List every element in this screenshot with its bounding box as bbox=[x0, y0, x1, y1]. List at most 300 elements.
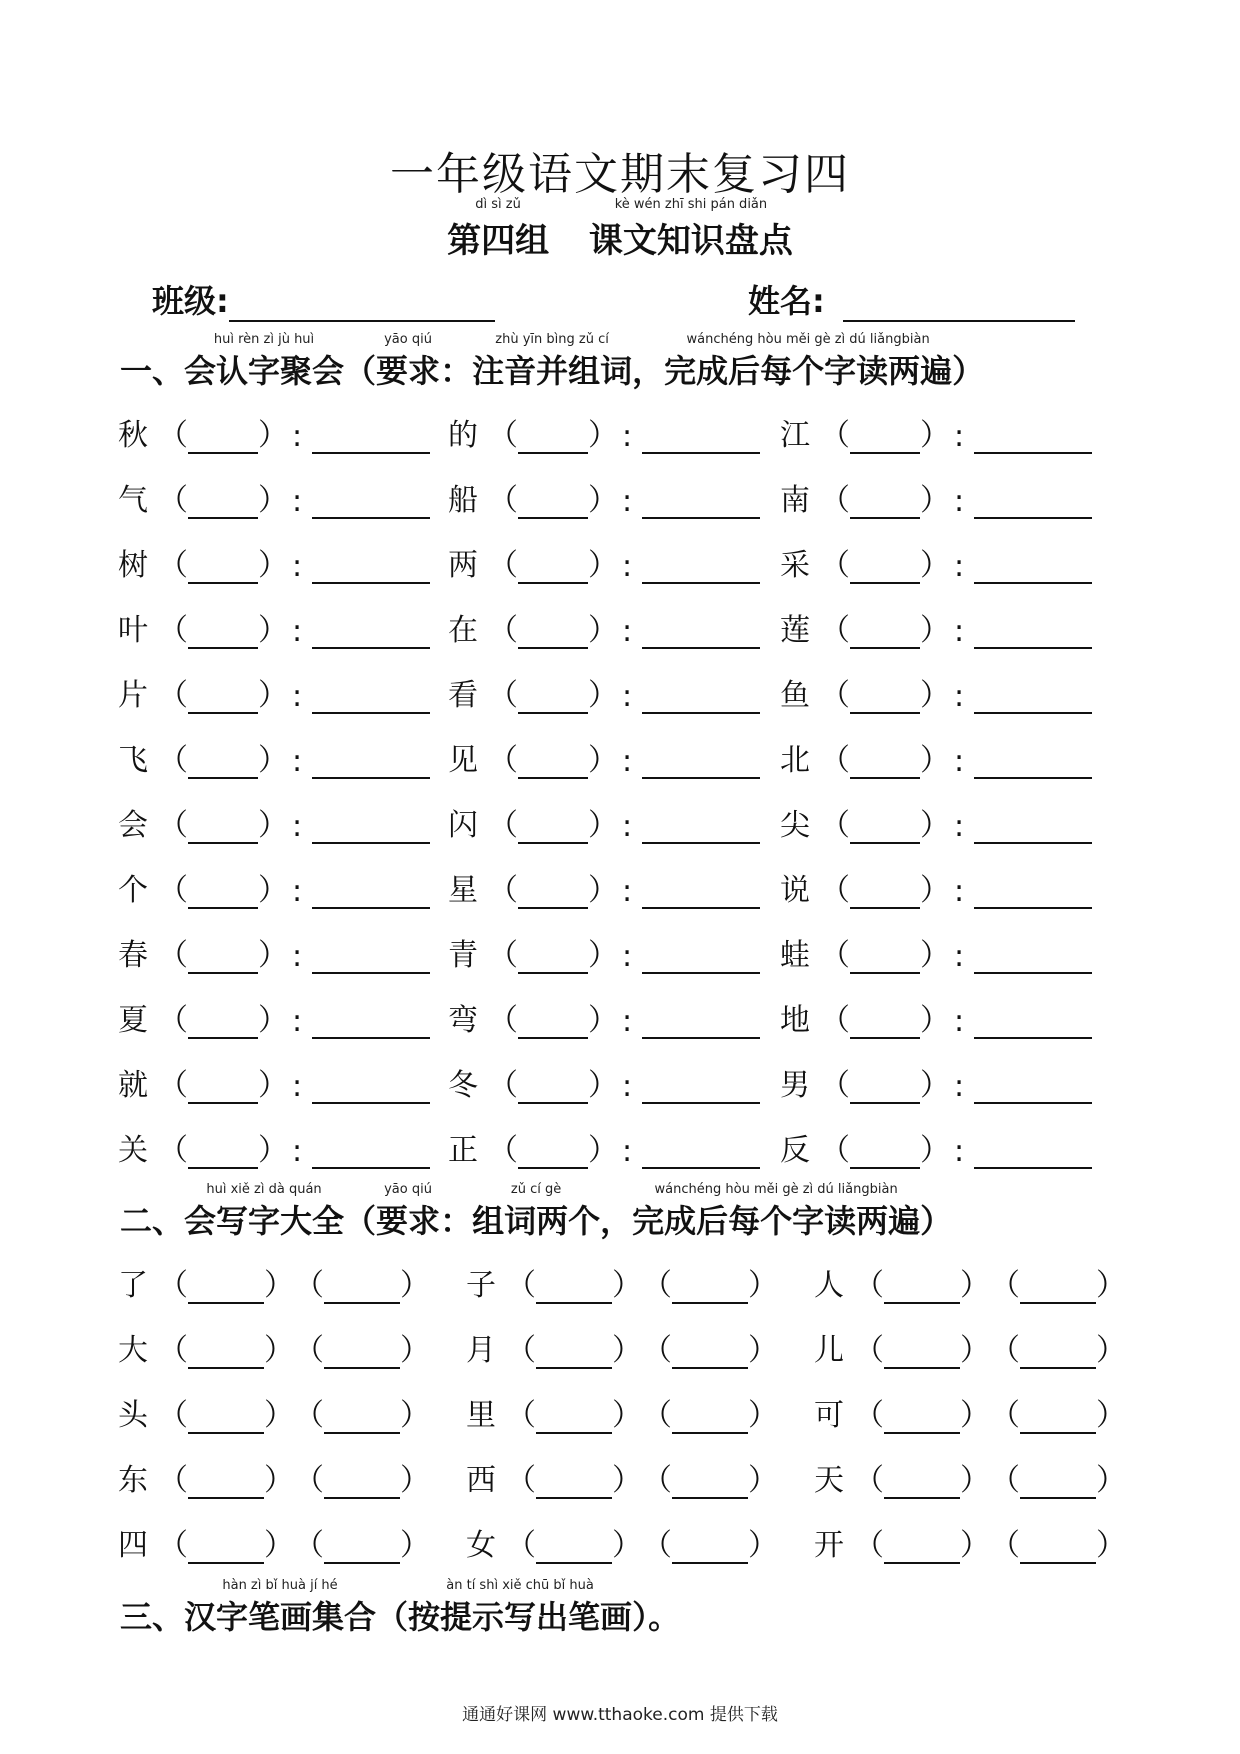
word-blank[interactable] bbox=[312, 483, 430, 519]
word-blank[interactable] bbox=[974, 1068, 1092, 1104]
word-blank[interactable] bbox=[324, 1528, 400, 1564]
pinyin-annotation: zhù yīn bìng zǔ cí bbox=[495, 332, 609, 347]
word-blank[interactable] bbox=[672, 1398, 748, 1434]
colon: : bbox=[622, 614, 633, 649]
section-2-row bbox=[0, 1451, 1240, 1517]
character: 飞 bbox=[118, 743, 148, 778]
section2-title-segment bbox=[440, 1196, 472, 1242]
word-blank[interactable] bbox=[642, 418, 760, 454]
open-paren: （ bbox=[158, 678, 188, 713]
word-blank[interactable] bbox=[312, 938, 430, 974]
colon: : bbox=[622, 1004, 633, 1039]
colon: : bbox=[954, 744, 965, 779]
word-blank[interactable] bbox=[974, 873, 1092, 909]
pinyin-blank[interactable] bbox=[518, 613, 588, 649]
section-1-item bbox=[448, 796, 760, 844]
pinyin-blank[interactable] bbox=[850, 808, 920, 844]
open-paren: （ bbox=[820, 678, 850, 713]
subtitle-text-1: 第四组 bbox=[447, 221, 550, 261]
character: 蛙 bbox=[780, 938, 810, 973]
section-1-item bbox=[448, 1121, 760, 1169]
class-label: 班级: bbox=[152, 282, 229, 320]
title-text: ， bbox=[632, 352, 665, 390]
word-blank[interactable] bbox=[312, 873, 430, 909]
colon: : bbox=[622, 484, 633, 519]
word-blank[interactable] bbox=[974, 1133, 1092, 1169]
open-paren: （ bbox=[820, 938, 850, 973]
section-1-row bbox=[0, 796, 1240, 862]
open-paren: （ bbox=[488, 808, 518, 843]
open-paren: （ bbox=[488, 678, 518, 713]
word-blank[interactable] bbox=[324, 1268, 400, 1304]
open-paren: （ bbox=[854, 1463, 884, 1498]
pinyin-blank[interactable] bbox=[850, 743, 920, 779]
colon: : bbox=[292, 744, 303, 779]
character: 春 bbox=[118, 938, 148, 973]
word-blank[interactable] bbox=[536, 1528, 612, 1564]
open-paren: （ bbox=[158, 1068, 188, 1103]
section-2-item bbox=[466, 1451, 778, 1499]
pinyin-annotation: huì xiě zì dà quán bbox=[206, 1182, 322, 1197]
character: 片 bbox=[118, 678, 148, 713]
pinyin-blank[interactable] bbox=[188, 678, 258, 714]
character: 地 bbox=[780, 1003, 810, 1038]
open-paren: （ bbox=[488, 873, 518, 908]
word-blank[interactable] bbox=[324, 1333, 400, 1369]
close-paren: ） bbox=[588, 1068, 618, 1103]
section-1-row bbox=[0, 926, 1240, 992]
section-2-row bbox=[0, 1516, 1240, 1582]
character: 会 bbox=[118, 808, 148, 843]
open-paren: （ bbox=[854, 1333, 884, 1368]
word-blank[interactable] bbox=[1020, 1463, 1096, 1499]
pinyin-blank[interactable] bbox=[188, 938, 258, 974]
word-blank[interactable] bbox=[974, 548, 1092, 584]
pinyin-blank[interactable] bbox=[518, 483, 588, 519]
open-paren: （ bbox=[158, 613, 188, 648]
character: 弯 bbox=[448, 1003, 478, 1038]
section-1-item bbox=[118, 796, 430, 844]
pinyin-blank[interactable] bbox=[850, 613, 920, 649]
pinyin-blank[interactable] bbox=[850, 483, 920, 519]
pinyin-blank[interactable] bbox=[518, 808, 588, 844]
character: 可 bbox=[814, 1398, 844, 1433]
colon: : bbox=[292, 484, 303, 519]
pinyin-blank[interactable] bbox=[850, 418, 920, 454]
pinyin-blank[interactable] bbox=[518, 678, 588, 714]
colon: : bbox=[622, 1134, 633, 1169]
close-paren: ） bbox=[264, 1398, 294, 1433]
pinyin-blank[interactable] bbox=[850, 548, 920, 584]
close-paren: ） bbox=[748, 1463, 778, 1498]
colon: : bbox=[954, 679, 965, 714]
word-blank[interactable] bbox=[642, 873, 760, 909]
close-paren: ） bbox=[258, 938, 288, 973]
colon: : bbox=[622, 1069, 633, 1104]
close-paren: ） bbox=[588, 678, 618, 713]
open-paren: （ bbox=[506, 1463, 536, 1498]
word-blank[interactable] bbox=[642, 678, 760, 714]
character: 四 bbox=[118, 1528, 148, 1563]
open-paren: （ bbox=[488, 1133, 518, 1168]
word-blank[interactable] bbox=[642, 743, 760, 779]
pinyin-blank[interactable] bbox=[518, 1133, 588, 1169]
word-blank[interactable] bbox=[974, 1003, 1092, 1039]
open-paren: （ bbox=[158, 873, 188, 908]
section-1-row bbox=[0, 731, 1240, 797]
section2-title-segment bbox=[472, 1182, 601, 1242]
title-text: （ bbox=[344, 352, 377, 390]
word-blank[interactable] bbox=[642, 1068, 760, 1104]
word-blank[interactable] bbox=[974, 938, 1092, 974]
character: 东 bbox=[118, 1463, 148, 1498]
section-1-item bbox=[118, 666, 430, 714]
section-1-item bbox=[448, 731, 760, 779]
section-1-item bbox=[780, 926, 1092, 974]
word-blank[interactable] bbox=[188, 1398, 264, 1434]
section3-title-segment bbox=[120, 1592, 184, 1638]
pinyin-blank[interactable] bbox=[188, 483, 258, 519]
open-paren: （ bbox=[158, 1463, 188, 1498]
colon: : bbox=[954, 549, 965, 584]
open-paren: （ bbox=[158, 548, 188, 583]
word-blank[interactable] bbox=[536, 1333, 612, 1369]
open-paren: （ bbox=[820, 418, 850, 453]
character: 头 bbox=[118, 1398, 148, 1433]
close-paren: ） bbox=[588, 743, 618, 778]
word-blank[interactable] bbox=[312, 418, 430, 454]
section-2-row bbox=[0, 1386, 1240, 1452]
title-text: 完成后每个字读两遍 bbox=[632, 1202, 921, 1240]
open-paren: （ bbox=[158, 938, 188, 973]
character: 青 bbox=[448, 938, 478, 973]
section-1-item bbox=[118, 601, 430, 649]
close-paren: ） bbox=[1096, 1333, 1126, 1368]
section-1-item bbox=[448, 601, 760, 649]
close-paren: ） bbox=[920, 483, 950, 518]
pinyin-blank[interactable] bbox=[188, 743, 258, 779]
open-paren: （ bbox=[990, 1268, 1020, 1303]
open-paren: （ bbox=[820, 1003, 850, 1038]
word-blank[interactable] bbox=[536, 1463, 612, 1499]
pinyin-annotation: wánchéng hòu měi gè zì dú liǎngbiàn bbox=[686, 332, 930, 347]
title-text: 完成后每个字读两遍 bbox=[664, 352, 953, 390]
word-blank[interactable] bbox=[884, 1398, 960, 1434]
section-1-row bbox=[0, 471, 1240, 537]
word-blank[interactable] bbox=[312, 548, 430, 584]
word-blank[interactable] bbox=[1020, 1528, 1096, 1564]
open-paren: （ bbox=[158, 1003, 188, 1038]
word-blank[interactable] bbox=[974, 613, 1092, 649]
pinyin-blank[interactable] bbox=[188, 1068, 258, 1104]
section2-title-segment bbox=[120, 1196, 184, 1242]
word-blank[interactable] bbox=[324, 1398, 400, 1434]
pinyin-blank[interactable] bbox=[188, 808, 258, 844]
class-blank[interactable] bbox=[229, 286, 495, 322]
open-paren: （ bbox=[642, 1528, 672, 1563]
character: 人 bbox=[814, 1268, 844, 1303]
pinyin-blank[interactable] bbox=[188, 873, 258, 909]
word-blank[interactable] bbox=[312, 808, 430, 844]
close-paren: ） bbox=[588, 548, 618, 583]
title-text: ） bbox=[920, 1202, 953, 1240]
word-blank[interactable] bbox=[536, 1398, 612, 1434]
subtitle-pinyin-2: kè wén zhī shi pán diǎn bbox=[614, 197, 768, 212]
colon: : bbox=[292, 1134, 303, 1169]
section-1-row bbox=[0, 536, 1240, 602]
character: 星 bbox=[448, 873, 478, 908]
word-blank[interactable] bbox=[672, 1463, 748, 1499]
section-1-item bbox=[118, 861, 430, 909]
subtitle-text-2: 课文知识盘点 bbox=[588, 221, 793, 261]
open-paren: （ bbox=[488, 938, 518, 973]
close-paren: ） bbox=[588, 418, 618, 453]
pinyin-blank[interactable] bbox=[188, 418, 258, 454]
character: 大 bbox=[118, 1333, 148, 1368]
pinyin-annotation: àn tí shì xiě chū bǐ huà bbox=[446, 1578, 594, 1593]
close-paren: ） bbox=[960, 1528, 990, 1563]
pinyin-blank[interactable] bbox=[188, 1003, 258, 1039]
word-blank[interactable] bbox=[884, 1268, 960, 1304]
character: 正 bbox=[448, 1133, 478, 1168]
close-paren: ） bbox=[612, 1398, 642, 1433]
close-paren: ） bbox=[920, 678, 950, 713]
section1-title-segment bbox=[632, 346, 664, 392]
section2-title-segment bbox=[920, 1196, 952, 1242]
character: 了 bbox=[118, 1268, 148, 1303]
close-paren: ） bbox=[258, 743, 288, 778]
word-blank[interactable] bbox=[642, 548, 760, 584]
word-blank[interactable] bbox=[672, 1333, 748, 1369]
character: 船 bbox=[448, 483, 478, 518]
section-1-item bbox=[448, 991, 760, 1039]
pinyin-blank[interactable] bbox=[850, 873, 920, 909]
open-paren: （ bbox=[294, 1528, 324, 1563]
word-blank[interactable] bbox=[884, 1463, 960, 1499]
open-paren: （ bbox=[990, 1528, 1020, 1563]
colon: : bbox=[292, 614, 303, 649]
close-paren: ） bbox=[612, 1333, 642, 1368]
close-paren: ） bbox=[960, 1398, 990, 1433]
open-paren: （ bbox=[854, 1268, 884, 1303]
section1-title-segment bbox=[184, 332, 345, 392]
close-paren: ） bbox=[960, 1463, 990, 1498]
pinyin-blank[interactable] bbox=[188, 613, 258, 649]
close-paren: ） bbox=[264, 1333, 294, 1368]
close-paren: ） bbox=[960, 1268, 990, 1303]
pinyin-blank[interactable] bbox=[518, 1068, 588, 1104]
title-text: 注音并组词 bbox=[472, 352, 633, 390]
colon: : bbox=[292, 419, 303, 454]
section-1-row bbox=[0, 601, 1240, 667]
close-paren: ） bbox=[920, 1133, 950, 1168]
name-label: 姓名: bbox=[748, 282, 825, 320]
class-field bbox=[152, 276, 495, 322]
word-blank[interactable] bbox=[974, 418, 1092, 454]
open-paren: （ bbox=[158, 1398, 188, 1433]
open-paren: （ bbox=[820, 548, 850, 583]
character: 说 bbox=[780, 873, 810, 908]
pinyin-annotation: yāo qiú bbox=[384, 332, 432, 347]
open-paren: （ bbox=[506, 1398, 536, 1433]
character: 儿 bbox=[814, 1333, 844, 1368]
word-blank[interactable] bbox=[1020, 1268, 1096, 1304]
close-paren: ） bbox=[258, 873, 288, 908]
pinyin-blank[interactable] bbox=[850, 938, 920, 974]
word-blank[interactable] bbox=[312, 678, 430, 714]
close-paren: ） bbox=[400, 1333, 430, 1368]
title-text: 要求 bbox=[376, 1202, 441, 1240]
character: 南 bbox=[780, 483, 810, 518]
word-blank[interactable] bbox=[642, 613, 760, 649]
section-2-item bbox=[814, 1516, 1126, 1564]
character: 采 bbox=[780, 548, 810, 583]
colon: : bbox=[622, 809, 633, 844]
word-blank[interactable] bbox=[974, 743, 1092, 779]
colon: : bbox=[292, 874, 303, 909]
character: 子 bbox=[466, 1268, 496, 1303]
word-blank[interactable] bbox=[974, 678, 1092, 714]
pinyin-blank[interactable] bbox=[518, 873, 588, 909]
section-1-item bbox=[448, 536, 760, 584]
word-blank[interactable] bbox=[1020, 1398, 1096, 1434]
word-blank[interactable] bbox=[672, 1528, 748, 1564]
subtitle-part-1 bbox=[447, 197, 550, 262]
word-blank[interactable] bbox=[312, 1068, 430, 1104]
word-blank[interactable] bbox=[642, 808, 760, 844]
section-1-item bbox=[118, 536, 430, 584]
open-paren: （ bbox=[158, 483, 188, 518]
character: 树 bbox=[118, 548, 148, 583]
section-1-item bbox=[118, 926, 430, 974]
open-paren: （ bbox=[854, 1398, 884, 1433]
open-paren: （ bbox=[158, 743, 188, 778]
character: 两 bbox=[448, 548, 478, 583]
character: 的 bbox=[448, 418, 478, 453]
pinyin-annotation: huì rèn zì jù huì bbox=[213, 332, 315, 347]
close-paren: ） bbox=[258, 1068, 288, 1103]
section-1-item bbox=[448, 1056, 760, 1104]
pinyin-blank[interactable] bbox=[518, 548, 588, 584]
close-paren: ） bbox=[920, 1003, 950, 1038]
word-blank[interactable] bbox=[974, 808, 1092, 844]
word-blank[interactable] bbox=[312, 1133, 430, 1169]
pinyin-blank[interactable] bbox=[518, 743, 588, 779]
word-blank[interactable] bbox=[884, 1528, 960, 1564]
character: 看 bbox=[448, 678, 478, 713]
title-text: 要求 bbox=[376, 352, 441, 390]
word-blank[interactable] bbox=[312, 613, 430, 649]
close-paren: ） bbox=[612, 1528, 642, 1563]
word-blank[interactable] bbox=[312, 743, 430, 779]
close-paren: ） bbox=[1096, 1268, 1126, 1303]
colon: : bbox=[622, 419, 633, 454]
pinyin-blank[interactable] bbox=[188, 1133, 258, 1169]
section1-title-segment bbox=[472, 332, 633, 392]
word-blank[interactable] bbox=[642, 938, 760, 974]
section-1-item bbox=[780, 1056, 1092, 1104]
word-blank[interactable] bbox=[642, 1133, 760, 1169]
word-blank[interactable] bbox=[642, 483, 760, 519]
word-blank[interactable] bbox=[188, 1528, 264, 1564]
word-blank[interactable] bbox=[188, 1463, 264, 1499]
name-blank[interactable] bbox=[843, 286, 1075, 322]
close-paren: ） bbox=[400, 1268, 430, 1303]
word-blank[interactable] bbox=[672, 1268, 748, 1304]
section-1-item bbox=[780, 666, 1092, 714]
colon: : bbox=[622, 744, 633, 779]
close-paren: ） bbox=[920, 548, 950, 583]
word-blank[interactable] bbox=[884, 1333, 960, 1369]
pinyin-annotation: yāo qiú bbox=[384, 1182, 432, 1197]
pinyin-blank[interactable] bbox=[518, 1003, 588, 1039]
section-2-item bbox=[466, 1321, 778, 1369]
character: 里 bbox=[466, 1398, 496, 1433]
character: 北 bbox=[780, 743, 810, 778]
pinyin-blank[interactable] bbox=[850, 678, 920, 714]
word-blank[interactable] bbox=[642, 1003, 760, 1039]
word-blank[interactable] bbox=[536, 1268, 612, 1304]
section-2-item bbox=[466, 1386, 778, 1434]
pinyin-blank[interactable] bbox=[518, 938, 588, 974]
open-paren: （ bbox=[990, 1333, 1020, 1368]
colon: : bbox=[954, 1069, 965, 1104]
subtitle-part-2 bbox=[588, 197, 793, 262]
pinyin-blank[interactable] bbox=[850, 1133, 920, 1169]
character: 叶 bbox=[118, 613, 148, 648]
section-1-item bbox=[118, 1056, 430, 1104]
word-blank[interactable] bbox=[188, 1333, 264, 1369]
section-2-item bbox=[814, 1321, 1126, 1369]
character: 尖 bbox=[780, 808, 810, 843]
pinyin-blank[interactable] bbox=[518, 418, 588, 454]
open-paren: （ bbox=[158, 1268, 188, 1303]
pinyin-blank[interactable] bbox=[850, 1068, 920, 1104]
section2-title-segment bbox=[376, 1182, 441, 1242]
colon: : bbox=[954, 874, 965, 909]
section-1-item bbox=[118, 731, 430, 779]
section-2-item bbox=[118, 1451, 430, 1499]
open-paren: （ bbox=[158, 1133, 188, 1168]
title-text: （ bbox=[344, 1202, 377, 1240]
close-paren: ） bbox=[748, 1333, 778, 1368]
word-blank[interactable] bbox=[974, 483, 1092, 519]
word-blank[interactable] bbox=[188, 1268, 264, 1304]
pinyin-annotation: wánchéng hòu měi gè zì dú liǎngbiàn bbox=[654, 1182, 898, 1197]
close-paren: ） bbox=[264, 1268, 294, 1303]
section-2-title bbox=[120, 1182, 953, 1242]
section-2-item bbox=[466, 1516, 778, 1564]
open-paren: （ bbox=[294, 1398, 324, 1433]
colon: : bbox=[292, 1069, 303, 1104]
open-paren: （ bbox=[294, 1333, 324, 1368]
word-blank[interactable] bbox=[312, 1003, 430, 1039]
open-paren: （ bbox=[158, 418, 188, 453]
character: 莲 bbox=[780, 613, 810, 648]
character: 气 bbox=[118, 483, 148, 518]
section1-title-segment bbox=[120, 346, 184, 392]
section-1-row bbox=[0, 1121, 1240, 1187]
section3-title-segment bbox=[632, 1592, 680, 1638]
close-paren: ） bbox=[588, 613, 618, 648]
pinyin-blank[interactable] bbox=[188, 548, 258, 584]
section-1-item bbox=[118, 991, 430, 1039]
pinyin-blank[interactable] bbox=[850, 1003, 920, 1039]
section-1-item bbox=[780, 861, 1092, 909]
word-blank[interactable] bbox=[1020, 1333, 1096, 1369]
word-blank[interactable] bbox=[324, 1463, 400, 1499]
open-paren: （ bbox=[820, 808, 850, 843]
